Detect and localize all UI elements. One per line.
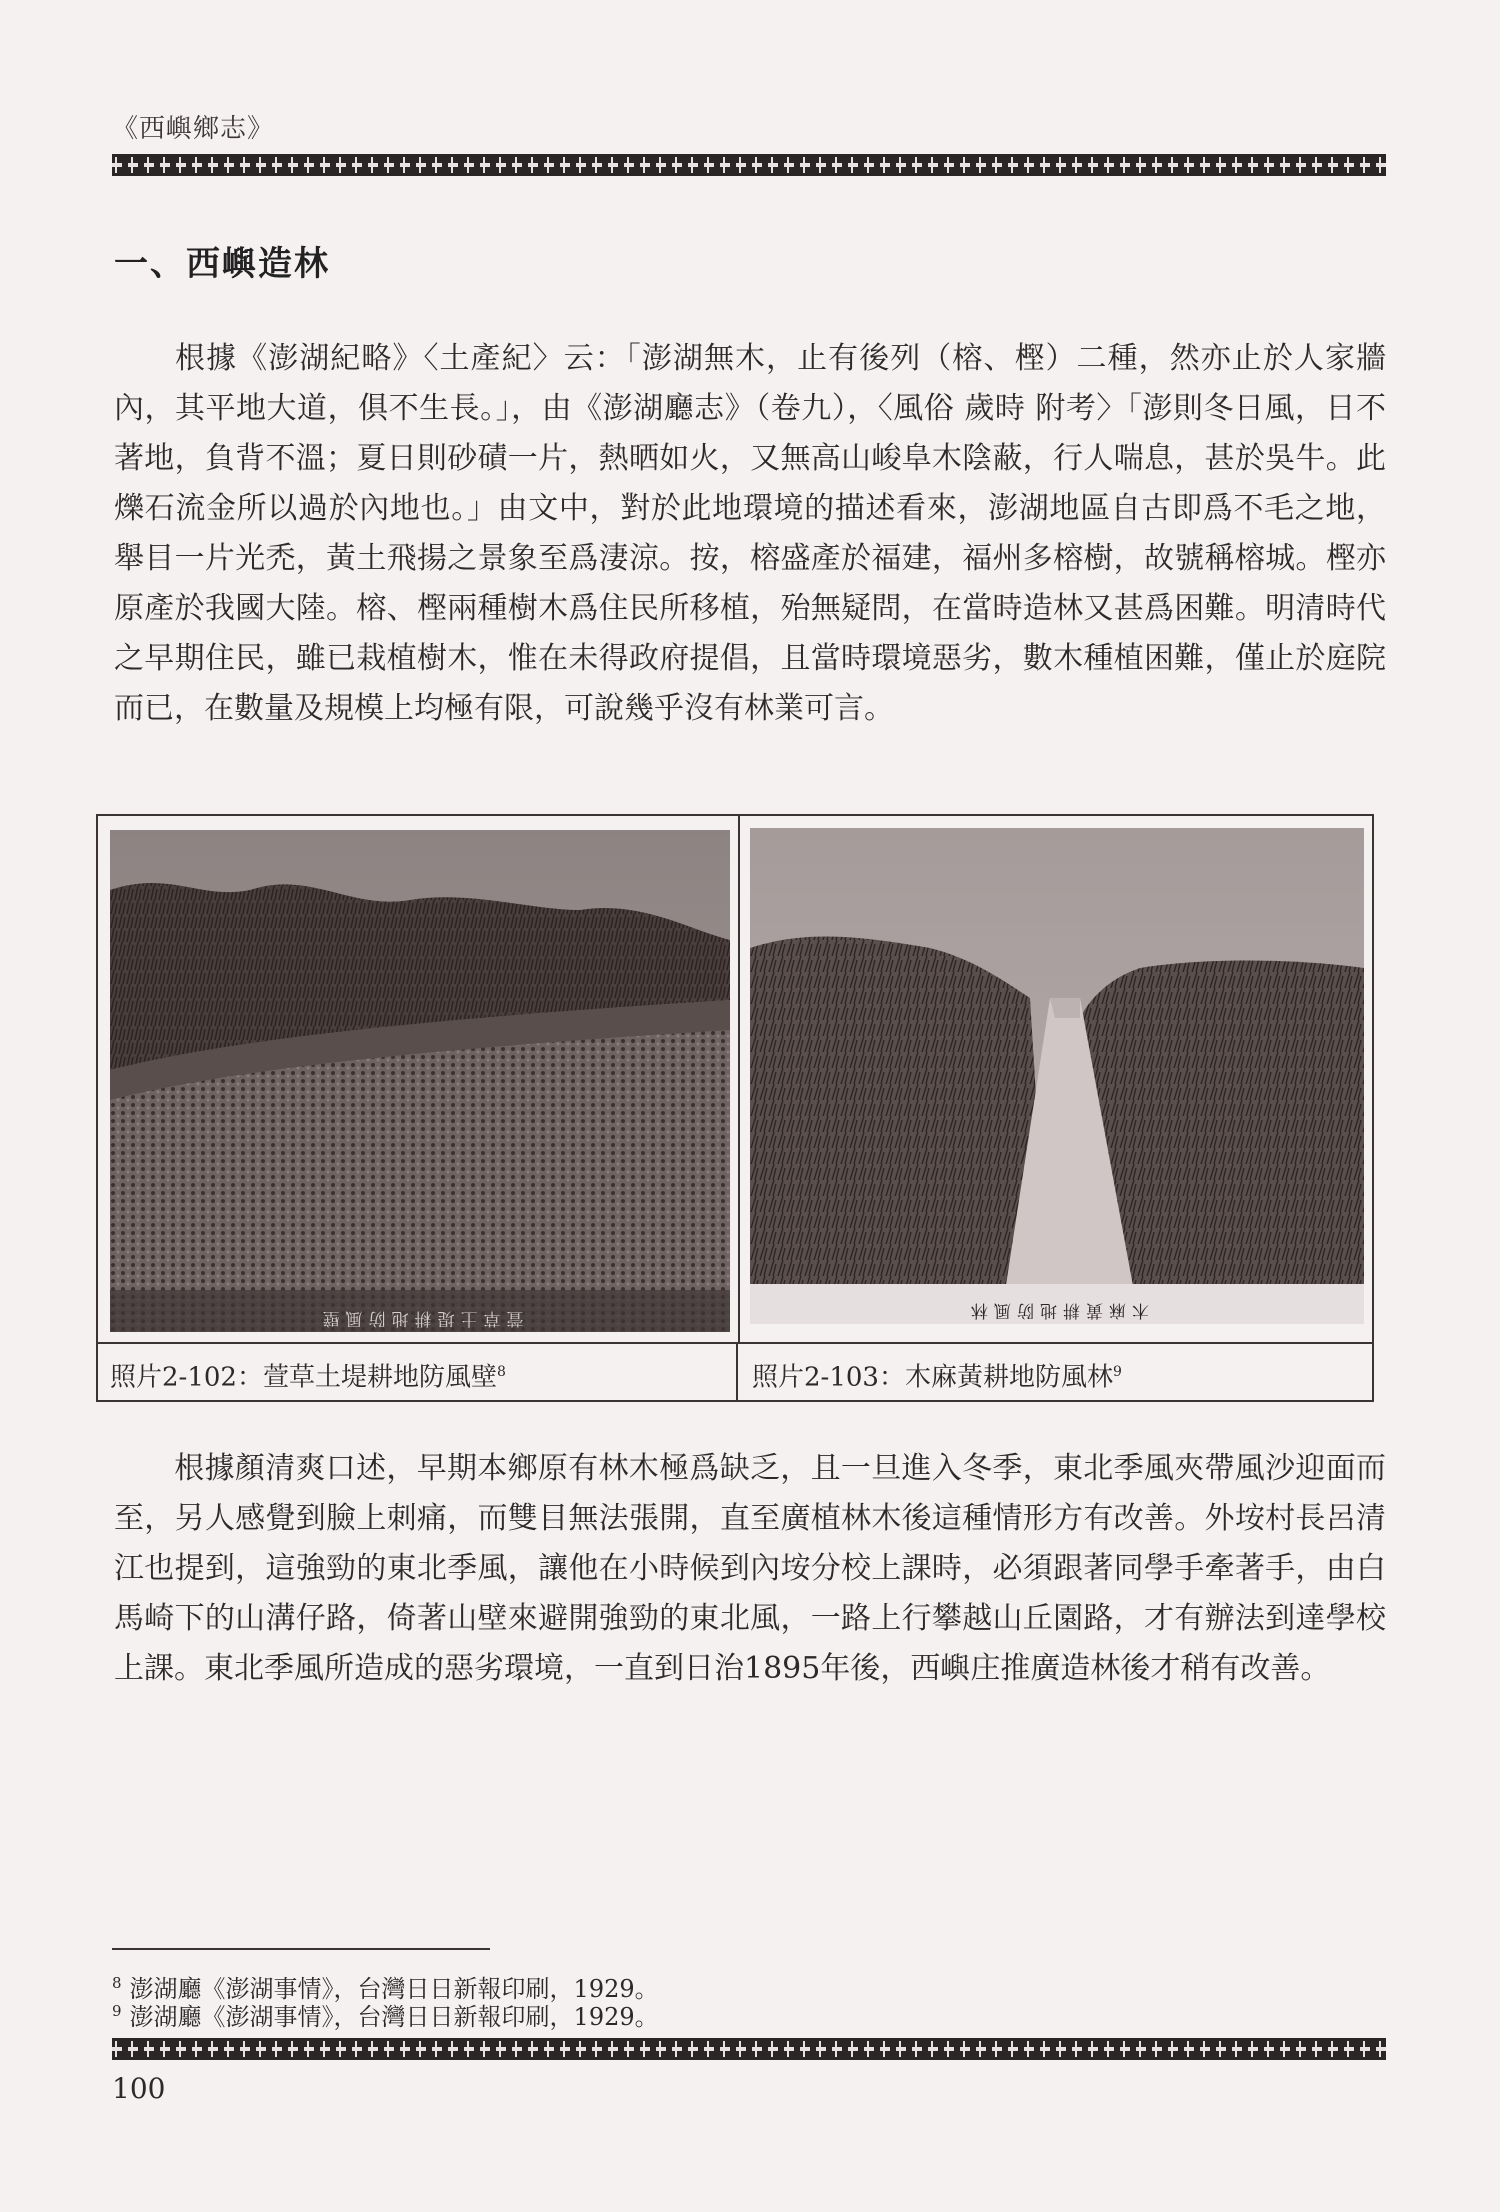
photo-caption-right-text: 照片2-103：木麻黃耕地防風林 <box>752 1362 1113 1393</box>
windbreak-daylily-photo <box>110 830 730 1332</box>
windbreak-daylily-image <box>110 830 730 1332</box>
inset-label-left: 萱草土堤耕地防風壁 <box>316 1308 524 1328</box>
photo-caption-right <box>740 1344 1372 1402</box>
windbreak-casuarina-image <box>750 828 1364 1324</box>
photo-cell-left <box>98 816 740 1342</box>
section-title: 一、西嶼造林 <box>114 244 330 284</box>
caption-row <box>98 1342 1372 1402</box>
photo-cell-right <box>740 816 1372 1342</box>
bottom-fret-border <box>112 2038 1386 2060</box>
footnote-divider <box>112 1948 490 1950</box>
body-paragraph-2 <box>114 1444 1386 1694</box>
footnote-text: 澎湖廳《澎湖事情》，台灣日日新報印刷，1929。 <box>129 1975 659 2003</box>
body-paragraph-2-text: 根據顏清爽口述，早期本鄉原有林木極爲缺乏，且一旦進入冬季，東北季風夾帶風沙迎面而至，另人感覺到臉上刺痛，而雙目無法張開，直至廣植林木後這種情形方有改善。外垵村長呂清江也提到，這強勁的東北季風，讓他在小時候到內垵分校上課時，必須跟著同學手牽著手，由白馬崎下的山溝仔路，倚著山壁來避開強勁的東北風，一路上行攀越山丘園路，才有辦法到達學校上課。東北季風所造成的惡劣環境，一直到日治1895年後，西嶼庄推廣造林後才稍有改善。 <box>114 1451 1386 1686</box>
windbreak-casuarina-photo <box>750 828 1364 1324</box>
photo-caption-left-text: 照片2-102：萱草土堤耕地防風壁 <box>110 1362 497 1393</box>
top-fret-border <box>112 154 1386 176</box>
footnote-mark: 8 <box>112 1974 122 1992</box>
footnote-ref-9: 9 <box>1112 1364 1122 1380</box>
footnote-9 <box>112 1996 659 2032</box>
body-paragraph-1-text: 根據《澎湖紀略》〈土產紀〉云：「澎湖無木，止有後列（榕、樫）二種，然亦止於人家牆內，其平地大道，俱不生長。」，由《澎湖廳志》（卷九），〈風俗 歲時 附考〉「澎則冬日風，日不著地，負背不溫；夏日則砂磧一片，熱晒如火，又無高山峻阜木陰蔽，行人喘息，甚於吳牛。此爍石流金所以過於內地也。」由文中，對於此地環境的描述看來，澎湖地區自古即爲不毛之地，舉目一片光禿，黃土飛揚之景象至爲淒涼。按，榕盛產於福建，福州多榕樹，故號稱榕城。樫亦原產於我國大陸。榕、樫兩種樹木爲住民所移植，殆無疑問，在當時造林又甚爲困難。明清時代之早期住民，雖已栽植樹木，惟在未得政府提倡，且當時環境惡劣，數木種植困難，僅止於庭院而已，在數量及規模上均極有限，可說幾乎沒有林業可言。 <box>114 341 1386 726</box>
footnote-text: 澎湖廳《澎湖事情》，台灣日日新報印刷，1929。 <box>129 2003 659 2031</box>
photo-table <box>96 814 1374 1402</box>
footnote-mark: 9 <box>112 2002 122 2020</box>
inset-label-right: 木麻黃耕地防風林 <box>965 1300 1149 1320</box>
page-number: 100 <box>112 2072 166 2105</box>
photo-caption-left <box>98 1344 738 1402</box>
body-paragraph-1 <box>114 334 1386 734</box>
running-head: 《西嶼鄉志》 <box>112 114 275 144</box>
footnote-ref-8: 8 <box>496 1364 506 1380</box>
